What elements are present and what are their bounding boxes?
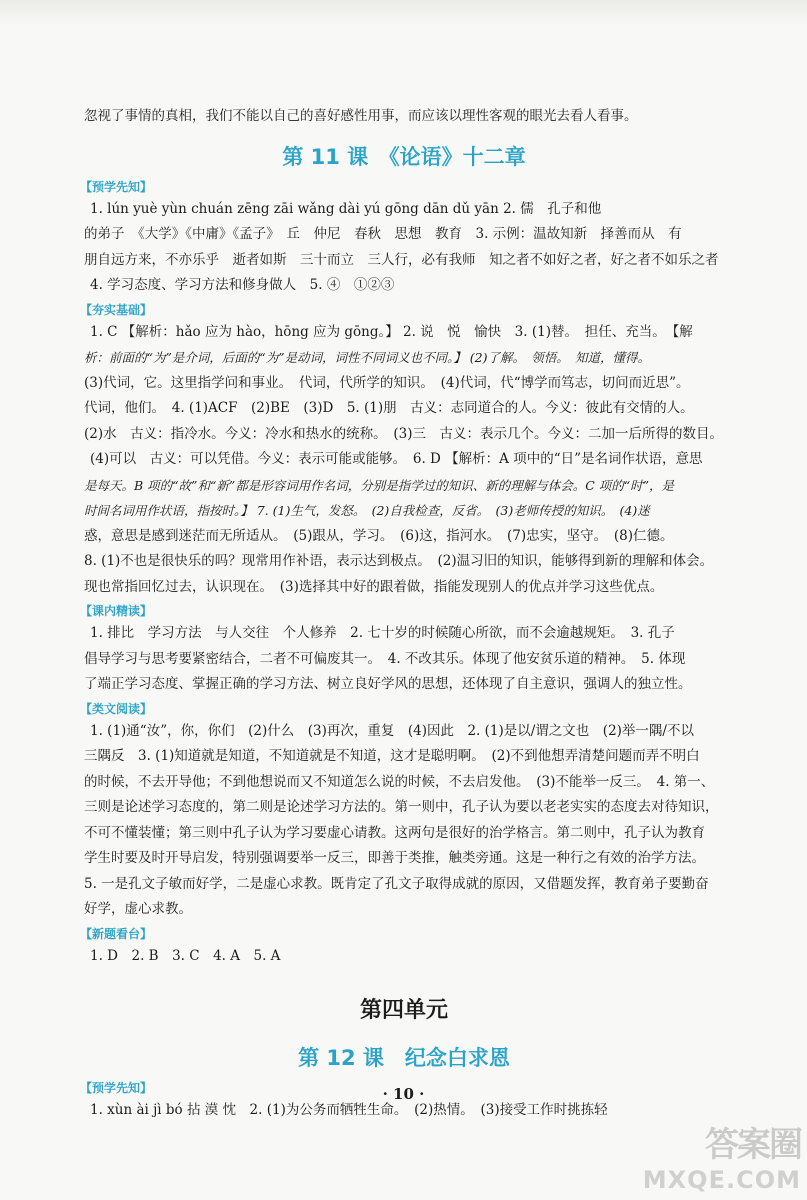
watermark-site: MXQE.COM bbox=[642, 1166, 801, 1194]
preview-line: 的弟子 《大学》《中庸》《孟子》 丘 仲尼 春秋 思想 教育 3. 示例：温故知新 择善而从 有 bbox=[84, 226, 682, 242]
inclass-line: 倡导学习与思考要紧密结合，二者不可偏废其一。 4. 不改其乐。体现了他安贫乐道的精神。 5. 体现 bbox=[84, 650, 686, 667]
foundation-line: 1. C 【解析：hǎo 应为 hào，hōng 应为 gōng。】 2. 说 悦 愉快 3. (1)替。 担任、充当。 【解 bbox=[90, 323, 693, 340]
reading-line: 1. (1)通“汝”，你，你们 (2)什么 (3)再次，重复 (4)因此 2. (1)是以/谓之文也 (2)举一隅/不以 bbox=[90, 722, 694, 739]
section-reading-tag: 【类文阅读】 bbox=[80, 701, 153, 716]
preview-line: 1. lún yuè yùn chuán zēng zāi wǎng dài yú gōng dān dǔ yān 2. 儒 孔子和他 bbox=[90, 200, 602, 217]
watermark bbox=[643, 1117, 801, 1194]
reading-line: 5. 一是孔文子敏而好学，二是虚心求教。既肯定了孔文子取得成就的原因，又借题发挥，教育弟子要勤奋 bbox=[84, 875, 709, 892]
foundation-line: 惑，意思是感到迷茫而无所适从。 (5)跟从，学习。 (6)这，指河水。 (7)忠实，坚守。 (8)仁德。 bbox=[84, 527, 674, 544]
foundation-line: (4)可以 古义：可以凭借。今义：表示可能或能够。 6. D 【解析：A 项中的“日”是名词作状语，意思 bbox=[90, 451, 703, 467]
reading-line: 的时候，不去开导他；不到他想说而又不知道怎么说的时候，不去启发他。 (3)不能举一反三。 4. 第一、 bbox=[84, 773, 715, 790]
section-foundation-tag: 【夯实基础】 bbox=[80, 302, 153, 317]
lesson12-line: 1. xùn ài jì bó 拈 漠 忱 2. (1)为公务而牺牲生命。 (2)热情。 (3)接受工作时挑拣轻 bbox=[90, 1102, 608, 1118]
foundation-line: 8. (1)不也是很快乐的吗？现常用作补语，表示达到极点。 (2)温习旧的知识，能够得到新的理解和体会。 bbox=[84, 553, 714, 569]
foundation-line: 析：前面的“为”是介词，后面的“为”是动词，词性不同词义也不同。】 (2)了解。 领悟。 知道，懂得。 bbox=[84, 350, 650, 365]
watermark-logo: 答案圈 bbox=[705, 1125, 801, 1165]
preview-line: 4. 学习态度、学习方法和修身做人 5. ④ ①②③ bbox=[90, 277, 395, 293]
foundation-line: 是每天。B 项的“故”和“新”都是形容词用作名词，分别是指学过的知识、新的理解与体会。C 项的“时”，是 bbox=[84, 477, 675, 493]
section-preview-tag-2: 【预学先知】 bbox=[80, 1081, 153, 1095]
document-body bbox=[80, 104, 724, 1124]
foundation-line: 时间名词用作状语，指按时。】 7. (1)生气，发怒。 (2)自我检查，反省。 (3)老师传授的知识。 (4)迷 bbox=[84, 503, 650, 518]
unit-title: 第四单元 bbox=[359, 998, 448, 1023]
reading-line: 三隅反 3. (1)知道就是知道，不知道就是不知道，这才是聪明啊。 (2)不到他想弄清楚问题而弄不明白 bbox=[84, 748, 700, 764]
page-top-shadow bbox=[0, 0, 807, 26]
inclass-line: 了端正学习态度、掌握正确的学习方法、树立良好学风的思想，还体现了自主意识，强调人的独立性。 bbox=[84, 676, 692, 692]
foundation-line: (3)代词，它。这里指学问和事业。 代词，代所学的知识。 (4)代词，代“博学而笃志，切问而近思”。 bbox=[84, 374, 690, 391]
intro-line: 忽视了事情的真相，我们不能以自己的喜好感性用事，而应该以理性客观的眼光去看人看事。 bbox=[84, 108, 638, 124]
page-number: · 10 · bbox=[382, 1085, 425, 1103]
lesson-12-title: 第 12 课 纪念白求恩 bbox=[298, 1046, 510, 1070]
newq-line: 1. D 2. B 3. C 4. A 5. A bbox=[90, 947, 281, 964]
inclass-line: 1. 排比 学习方法 与人交往 个人修养 2. 七十岁的时候随心所欲，而不会逾越规矩。 3. 孔子 bbox=[90, 625, 675, 641]
reading-line: 学生时要及时开导启发，特别强调要举一反三，即善于类推，触类旁通。这是一种行之有效的治学方法。 bbox=[84, 850, 705, 866]
lesson-11-title: 第 11 课 《论语》十二章 bbox=[282, 144, 526, 169]
foundation-line: (2)水 古义：指冷水。今义：冷水和热水的统称。 (3)三 古义：表示几个。今义：二加一后所得的数目。 bbox=[84, 425, 723, 442]
reading-line: 三则是论述学习态度的，第二则是论述学习方法的。第一则中，孔子认为要以老老实实的态度去对待知识， bbox=[84, 799, 719, 815]
reading-line: 不可不懂装懂；第三则中孔子认为学习要虚心请教。这两句是很好的治学格言。第二则中，孔子认为教育 bbox=[84, 824, 705, 841]
foundation-line: 代词，他们。 4. (1)ACF (2)BE (3)D 5. (1)朋 古义：志同道合的人。今义：彼此有交情的人。 bbox=[84, 400, 694, 416]
section-newq-tag: 【新题看台】 bbox=[80, 926, 153, 941]
section-preview-tag: 【预学先知】 bbox=[80, 179, 153, 194]
foundation-line: 现也常指回忆过去，认识现在。 (3)选择其中好的跟着做，指能发现别人的优点并学习这些优点。 bbox=[84, 578, 664, 595]
section-inclass-tag: 【课内精读】 bbox=[80, 604, 153, 618]
preview-line: 朋自远方来，不亦乐乎 逝者如斯 三十而立 三人行，必有我师 知之者不如好之者，好之者不如乐之者 bbox=[84, 251, 719, 268]
reading-line: 好学，虚心求教。 bbox=[84, 901, 192, 917]
